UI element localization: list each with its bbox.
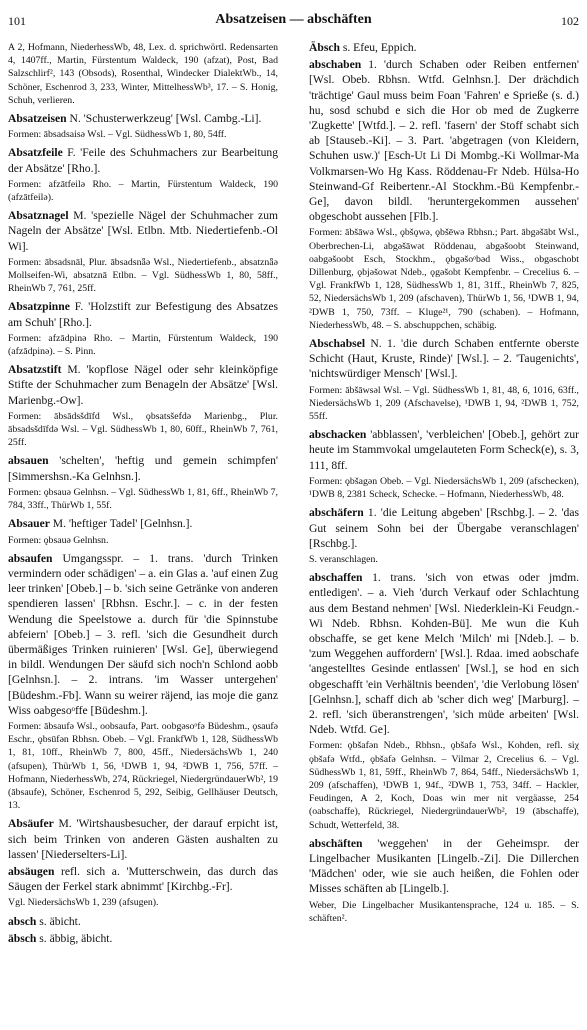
entry-definition: 1. 'die Leitung abgeben' [Rschbg.]. – 2. 'das Gut seinem Sohn bei der Übergabe veranschlagen' [Rschbg.]. xyxy=(309,506,579,550)
dictionary-entry xyxy=(8,299,278,329)
dictionary-entry xyxy=(8,208,278,254)
forms-and-references: S. veranschlagen. xyxy=(309,553,378,565)
entry-headword: absch xyxy=(8,914,37,928)
entry-definition: N. 'Schusterwerkzeug' [Wsl. Cambg.-Li]. xyxy=(69,112,262,126)
dictionary-entry xyxy=(309,836,579,897)
entry-definition: N. 1. 'die durch Schaben entfernte oberste Schicht (Haut, Kruste, Rinde)' [Wsl.]. – 2. 'Taugenichts', 'nichtswürdiger Mensch' [Wsl.]. xyxy=(309,337,579,381)
entry-definition: F. 'Feile des Schuhmachers zur Bearbeitung der Absätze' [Rho.]. xyxy=(8,146,278,175)
entry-headword: abschäfern xyxy=(309,506,364,520)
entry-definition: 1. trans. 'sich von etwas oder jmdm. entledigen'. – a. Vieh 'durch Verkauf oder Schlachtung aus dem Bestand nehmen' [Wsl. Niederklein-Ki Feudgn.-Wi Ndeb. Rbhsn. Kohden-Bü]. Me wun die Kuh obschaffe, se get kene Melch 'Milch' mi [Ndeb.]. – b. 'zum Weggehen auffordern' [Wsl.]. Rdaa. imed aobschafe 'angestelltes Gesinde entlassen' [Wsl.], se hod en sich obgeschafft 'ein Verhältnis beenden', 'die Verlobung lösen' [Gelnhsn.], schaff dich ab 'scher dich weg' [Marburg]. – 2. refl. 'sich überanstrengen', 'sich müde arbeiten' [Wsl. Ndeb. Wtfd. Ge]. xyxy=(309,571,579,737)
entry-definition: M. 'kopflose Nägel oder sehr kleinköpfige Stifte der Schuhmacher zum Benageln der Absätze' [Wsl. Marienbg.-Ow]. xyxy=(8,363,278,407)
entry-headword: abschäften xyxy=(309,836,363,850)
left-column xyxy=(8,40,278,948)
entry-headword: abschaffen xyxy=(309,571,363,585)
page-number-right: 102 xyxy=(561,14,579,28)
dictionary-entry xyxy=(8,914,278,929)
forms-and-references: Formen: afzātfeilə Rho. – Martin, Fürstentum Waldeck, 190 (afzātfeilə). xyxy=(8,178,278,204)
forms-and-references: Formen: ābšāwsəl Wsl. – Vgl. SüdhessWb 1, 81, 48, 6, 1016, 63ff., NiedersächsWb 1, 209 (Afschavelse), ¹DWB 1, 94, ²DWB 1, 752, 55ff. xyxy=(309,384,579,423)
entry-headword: äbsch xyxy=(8,931,37,945)
dictionary-entry xyxy=(8,516,278,531)
forms-and-references: Formen: ābsadsaisə Wsl. – Vgl. SüdhessWb 1, 80, 54ff. xyxy=(8,129,227,141)
entry-definition: F. 'Holzstift zur Befestigung des Absatzes am Schuh' [Rho.]. xyxy=(8,300,278,329)
forms-and-references: Formen: ābsadsnāl, Plur. ābsadsnǟə Wsl., Niedertiefenb., absatznǟə Mollseifen-Wi, absatznā Etlbn. – Vgl. SüdhessWb 1, 80, 58ff., RheinWb 7, 761, 25ff. xyxy=(8,256,278,295)
entry-headword: Absatzstift xyxy=(8,363,62,377)
dictionary-entry xyxy=(309,427,579,473)
entry-definition: M. 'heftiger Tadel' [Gelnhsn.]. xyxy=(52,517,193,531)
forms-and-references: Formen: ābšāwə Wsl., ǫbšǫwə, ǫbšēwə Rbhsn.; Part. ābgəšābt Wsl., Oberbrechen-Li, abgəšāwət Röddenau, abgəšoobt Steinwand, oabgəšoobt Esch, Stockhm., ǫbgəšoᵒbəd Wiss., obgəschobt Dillenburg, ǫbjəšowət Ndeb., ǫgəšobt Kempfenbr. – Crecelius 6. – Vgl. FrankfWb 1, 128, SüdhessWb 1, 81, 31ff., RheinWb 7, 825, 52, NiedersächsWb 1, 209 (afschaven), ThürWb 1, 56, ¹DWB 1, 94, ²DWB 1, 750, 73ff. – Kluge²¹, 790 (schaben). – Hofmann, NiederhessWb, 48. – S. abschuppchen, schäbig. xyxy=(309,227,579,331)
entry-headword: Äbsch xyxy=(309,41,340,54)
dictionary-entry xyxy=(309,57,579,224)
dictionary-entry xyxy=(8,931,278,946)
entry-definition: 'weggehen' in der Geheimspr. der Lingelbacher Musikanten [Lingelb.-Zi]. Die Dillerchen 'Mädchen' oder, wie sie auch heißen, die Fohlen oder Misses schäften ab [Lingelb.]. xyxy=(309,836,579,896)
forms-and-references: Vgl. NiedersächsWb 1, 239 (afsugen). xyxy=(8,897,159,909)
dictionary-entry xyxy=(309,570,579,737)
entry-definition: M. 'Wirtshausbesucher, der darauf erpicht ist, sich beim Trinken von anderen Gästen aushalten zu lassen' [Niederselters-Li]. xyxy=(8,817,279,861)
forms-and-references: Formen: afzādpinə Rho. – Martin, Fürstentum Waldeck, 190 (afzādpinə). – S. Pinn. xyxy=(8,332,278,358)
entry-definition: 1. 'durch Schaben oder Reiben entfernen' [Wsl. Obeb. Rbhsn. Wtfd. Gelnhsn.]. Der drächdich 'trächtige' Gaul muss beim Foan 'Fahren' e Sprieße (s. d.) hu, sosd schubd e sich die Hor ob med de Zugkerre 'Zugkette' [Wtfd.]. – 2. refl. 'fasern' der Stoff schabt sich ab [Stauseb.-Ki]. – 3. Part. 'abgetragen (von Kleidern, Schuhen usw.)' [Esch-Ut Li Di Mombg.-Ki Wollmar-Ma Volkmarsen-Wo Hg Kass. Röddenau-Fr Ndeb. Hülsa-Ho Steinwand-Gf Reibertenr.-Al Stockhm.-Bü Kempfenbr.-Ge], davon bildl. 'heruntergekommen aussehen' obgeschobt aussehen [Flb.]. xyxy=(309,58,580,224)
forms-and-references: Formen: ǫbšafən Ndeb., Rbhsn., ǫbšafə Wsl., Kohden, refl. siχ ǫbšafə Wtfd., ǫbšafə Gelnhsn. – Vilmar 2, Crecelius 6. – Vgl. SüdhessWb 1, 81, 59ff., RheinWb 7, 864, 54ff., NiedersächsWb 1, 209 (afschaffen), ¹DWB 1, 94f., ²DWB 1, 753, 34ff. – Hackler, Feudingen, A 2, Koch, Doas win mer nit vergäasse, 254 (oabschaffe), Rückriegel, NiedergründauerWb², 19 (ābschaffe), Schudt, Wetterfeld, 38. xyxy=(309,740,579,831)
entry-definition: s. Efeu, Eppich. xyxy=(342,41,417,54)
entry-definition: 'schelten', 'heftig und gemein schimpfen' [Simmershsn.-Ka Gelnhsn.]. xyxy=(8,454,279,483)
dictionary-entry xyxy=(8,453,278,483)
page-number-left: 101 xyxy=(8,14,26,28)
entry-headword: absäugen xyxy=(8,864,55,878)
dictionary-entry xyxy=(8,362,278,408)
dictionary-entry xyxy=(309,40,579,55)
right-column xyxy=(309,40,579,929)
forms-and-references: Formen: ābsaufə Wsl., oobsaufə, Part. oobgəsoᵒfə Büdeshm., ǫsaufə Eschr., ǫbsūfən Rbhsn. Obeb. – Vgl. FrankfWb 1, 128, SüdhessWb 1, 81, 10ff., RheinWb 7, 800, 45ff., NiedersächsWb 1, 240 (afsupen), ThürWb 1, 56, ¹DWB 1, 94, ²DWB 1, 756, 57ff. – Hofmann, NiederhessWb, 274, Rückriegel, NiedergründauerWb², 19 (ābsaufe), Schöner, Eschenrod 5, 292, Seibig, Gellhäuser Deutsch, 13. xyxy=(8,720,278,812)
entry-headword: Absatzeisen xyxy=(8,112,67,126)
dictionary-entry xyxy=(8,816,278,862)
running-head: Absatzeisen — abschäften xyxy=(215,12,372,27)
forms-and-references: Formen: ǫbsauə Gelnhsn. xyxy=(8,534,109,546)
forms-and-references: Weber, Die Lingelbacher Musikantensprache, 124 u. 185. – S. schäften². xyxy=(309,899,579,924)
entry-definition: 'abblassen', 'verbleichen' [Obeb.], gehört zur heute im Stammvokal umgelauteten Form Scheck(e), s. 3, 111, 8ff. xyxy=(309,428,579,472)
entry-definition: refl. sich a. 'Mutterschwein, das durch das Säugen der Ferkel stark abnimmt' [Kirchbg.-Fr]. xyxy=(8,864,278,894)
entry-headword: Absäufer xyxy=(8,817,54,831)
dictionary-entry xyxy=(8,111,278,126)
entry-headword: Abschabsel xyxy=(309,337,366,351)
forms-and-references: A 2, Hofmann, NiederhessWb, 48, Lex. d. sprichwörtl. Redensarten 4, 1407ff., Martin, Fürstentum Waldeck, 190 (afzat), Post, Bad Salzschlirf², 143 (Obsods), Rosenthal, Windecker DialektWb., 14, Schöner, Eschenrod 3, 233, Winter, MittelhessWb³, 17. – S. Honig, Schuh, verlieren. xyxy=(8,42,278,106)
entry-definition: s. äbicht. xyxy=(39,914,81,928)
dictionary-entry xyxy=(309,505,579,551)
forms-and-references: Formen: ǫbšagən Obeb. – Vgl. NiedersächsWb 1, 209 (afschecken), ¹DWB 8, 2381 Scheck, Schecke. – Hofmann, NiederhessWb, 48. xyxy=(309,475,579,501)
forms-and-references: Formen: ǫbsauə Gelnhsn. – Vgl. SüdhessWb 1, 81, 6ff., RheinWb 7, 784, 33ff., ThürWb 1, 55f. xyxy=(8,486,278,512)
entry-headword: Absatzpinne xyxy=(8,300,70,314)
entry-headword: absaufen xyxy=(8,551,53,565)
dictionary-entry xyxy=(8,864,278,894)
dictionary-entry xyxy=(8,145,278,175)
page-header xyxy=(0,12,587,32)
entry-headword: abschaben xyxy=(309,58,362,72)
entry-definition: s. äbbig, äbicht. xyxy=(39,931,113,945)
entry-headword: abschacken xyxy=(309,428,367,442)
dictionary-entry xyxy=(309,336,579,382)
entry-headword: Absatznagel xyxy=(8,209,69,223)
entry-definition: Umgangsspr. – 1. trans. 'durch Trinken vermindern oder schädigen' – a. ein Glas a. 'auf einen Zug leer trinken' [Obeb.] – b. 'sich seine Getränke von anderen spendieren lassen' [Rbhsn. Eschr.]. – c. in der festen Wendung die Speelstowe a. durch für 'die Spinnstube abfeiern' [Obeb.] – 3. refl. 'sich die Gesundheit durch übermäßiges Trinken ruinieren' [Wsl. Ge], überwiegend in bildl. Wendungen Der säufd sich noch'n Schlond aobb [Gelnhsn.]. – 2. intrans. 'im Wasser untergehen' [Büdeshm.-Fb]. Wann su weirer räjend, ias moje die ganz Wiss oabgesoᵒffe [Büdeshm.]. xyxy=(8,551,278,717)
dictionary-entry xyxy=(8,551,278,718)
entry-headword: Absatzfeile xyxy=(8,146,63,160)
entry-headword: Absauer xyxy=(8,517,50,531)
entry-definition: M. 'spezielle Nägel der Schuhmacher zum Nageln der Absätze' [Wsl. Etlbn. Mtb. Niedertiefenb.-Ol Wi]. xyxy=(8,209,279,253)
entry-headword: absauen xyxy=(8,454,49,468)
forms-and-references: Formen: ābsādsšdīfd Wsl., ǫbsatsšefdə Marienbg., Plur. ābsadsšdīfdə Wsl. – Vgl. SüdhessWb 1, 80, 60ff., RheinWb 7, 761, 25ff. xyxy=(8,410,278,449)
